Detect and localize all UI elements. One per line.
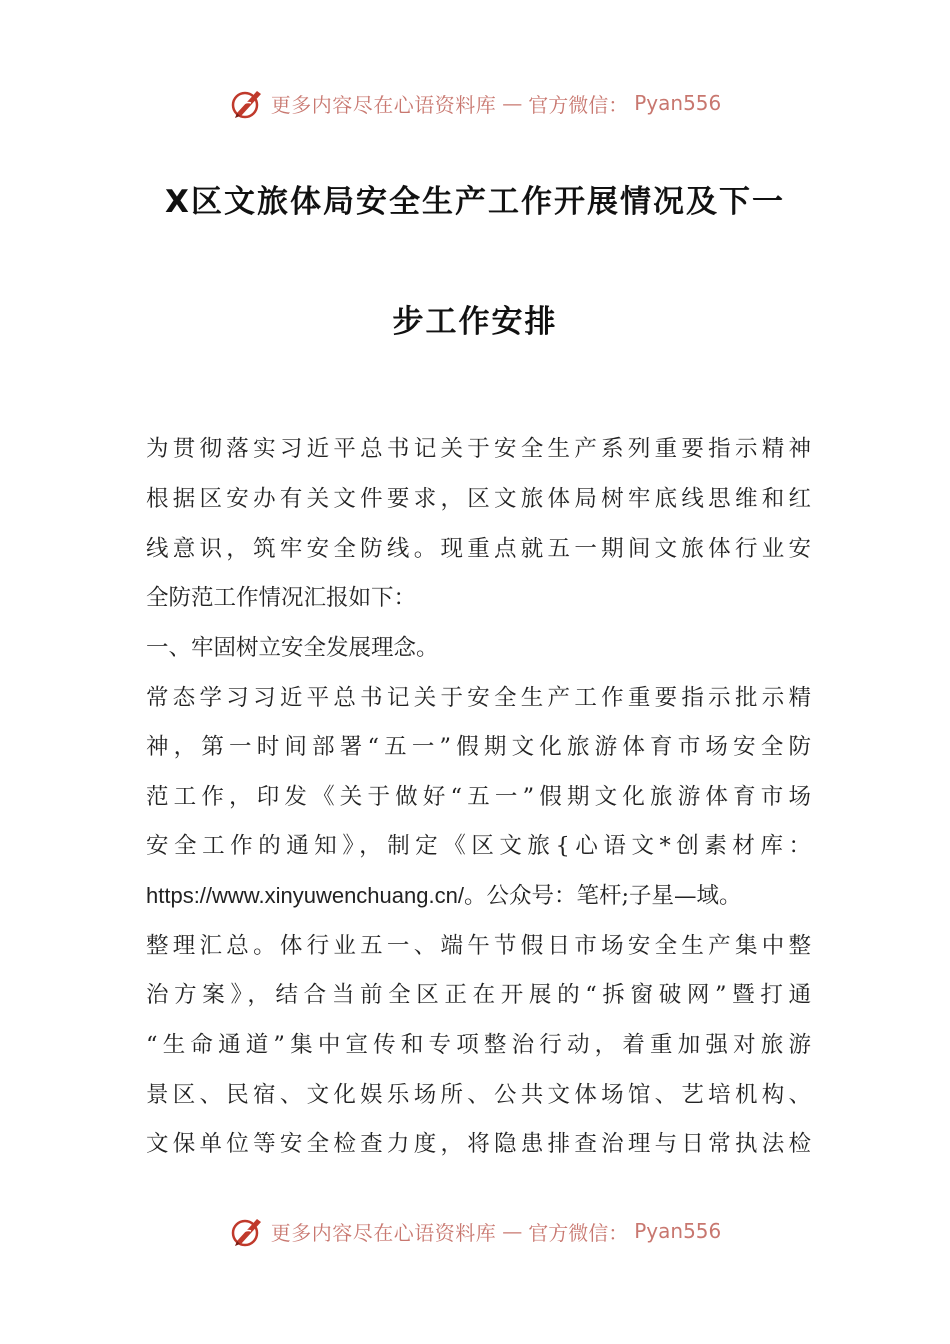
section-heading-1: 一、牢固树立安全发展理念。 [146, 635, 439, 661]
body-line-url [146, 880, 836, 912]
body-line-13: “生命通道”集中宣传和专项整治行动，着重加强对旅游 [146, 1032, 811, 1058]
source-url-suffix: 。公众号：笔杆;子星—域。 [463, 883, 742, 909]
document-title-line-1: X区文旅体局安全生产工作开展情况及下一 [165, 184, 785, 220]
banner-text: 更多内容尽在心语资料库 [270, 92, 497, 117]
body-line-9: 安全工作的通知》，制定《区文旅{心语文*创素材库： [146, 833, 811, 859]
document-title-line-2: 步工作安排 [392, 304, 558, 340]
body-line-8: 范工作，印发《关于做好“五一”假期文化旅游体育市场 [146, 784, 811, 810]
banner-text: 更多内容尽在心语资料库 [270, 1220, 497, 1245]
body-line-6: 常态学习习近平总书记关于安全生产工作重要指示批示精 [146, 685, 811, 711]
body-line-7: 神，第一时间部署“五一”假期文化旅游体育市场安全防 [146, 734, 811, 760]
pen-logo-icon [229, 85, 265, 121]
body-line-15: 文保单位等安全检查力度，将隐患排查治理与日常执法检 [146, 1131, 811, 1157]
body-line-11: 整理汇总。体行业五一、端午节假日市场安全生产集中整 [146, 933, 811, 959]
body-line-1: 为贯彻落实习近平总书记关于安全生产系列重要指示精神 [146, 436, 811, 462]
body-line-2: 根据区安办有关文件要求，区文旅体局树牢底线思维和红 [146, 486, 811, 512]
banner-separator: — [502, 91, 523, 115]
banner-wechat-label: 官方微信： [528, 1220, 629, 1245]
footer-banner [0, 1206, 950, 1256]
body-line-14: 景区、民宿、文化娱乐场所、公共文体场馆、艺培机构、 [146, 1082, 811, 1108]
banner-wechat-id: Pyan556 [634, 1219, 722, 1243]
header-banner [0, 78, 950, 128]
banner-wechat-id: Pyan556 [634, 91, 722, 115]
banner-wechat-label: 官方微信： [528, 92, 629, 117]
source-url-link[interactable]: https://www.xinyuwenchuang.cn/ [146, 883, 464, 908]
body-line-12: 治方案》，结合当前全区正在开展的“拆窗破网”暨打通 [146, 982, 811, 1008]
banner-separator: — [502, 1219, 523, 1243]
pen-logo-icon [229, 1213, 265, 1249]
body-line-4: 全防范工作情况汇报如下： [146, 585, 417, 611]
body-line-3: 线意识，筑牢安全防线。现重点就五一期间文旅体行业安 [146, 536, 811, 562]
